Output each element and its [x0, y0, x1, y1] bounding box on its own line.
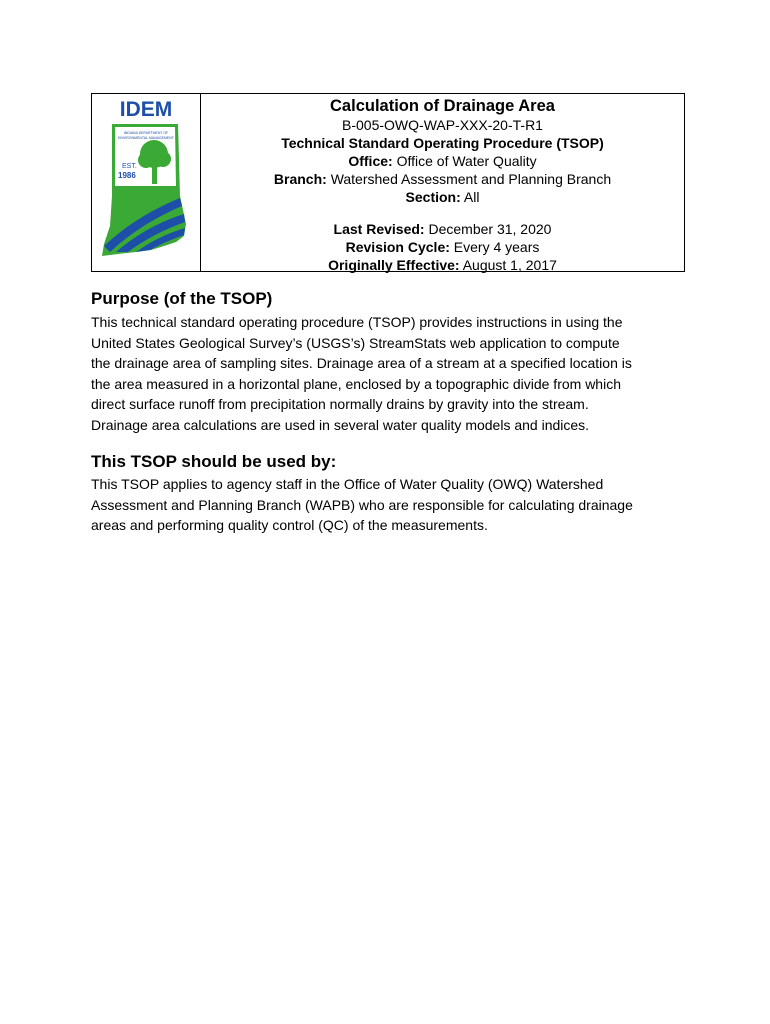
revision-cycle-value: Every 4 years — [453, 239, 540, 255]
section-line — [201, 188, 684, 206]
purpose-line: the drainage area of sampling sites. Drainage area of a stream at a specified location is — [91, 355, 632, 372]
section-value: All — [463, 189, 480, 205]
office-label: Office: — [348, 153, 393, 169]
purpose-heading: Purpose (of the TSOP) — [91, 289, 273, 308]
svg-text:IDEM: IDEM — [119, 98, 173, 121]
purpose-line: This technical standard operating procedure (TSOP) provides instructions in using the — [91, 314, 623, 330]
originally-effective-label: Originally Effective: — [328, 257, 460, 273]
revision-cycle-label: Revision Cycle: — [345, 239, 450, 255]
usage-paragraph — [91, 474, 691, 536]
originally-effective-value: August 1, 2017 — [462, 257, 557, 273]
office-line — [201, 152, 684, 170]
originally-effective-line — [201, 256, 684, 274]
usage-line: This TSOP applies to agency staff in the Office of Water Quality (OWQ) Watershed — [91, 476, 604, 492]
branch-label: Branch: — [273, 171, 327, 187]
usage-line: Assessment and Planning Branch (WAPB) who are responsible for calculating drainage — [91, 496, 633, 513]
svg-text:INDIANA DEPARTMENT OF: INDIANA DEPARTMENT OF — [123, 131, 169, 135]
idem-logo — [96, 96, 196, 271]
document-type: Technical Standard Operating Procedure (TSOP) — [281, 135, 604, 151]
branch-value: Watershed Assessment and Planning Branch — [330, 171, 612, 187]
purpose-line: United States Geological Survey’s (USGS’s) StreamStats web application to compute — [91, 334, 620, 351]
branch-line — [201, 170, 684, 188]
last-revised-label: Last Revised: — [333, 221, 425, 237]
usage-heading: This TSOP should be used by: — [91, 452, 337, 471]
purpose-line: direct surface runoff from precipitation normally drains by gravity into the stream. — [91, 396, 589, 413]
purpose-line: Drainage area calculations are used in several water quality models and indices. — [91, 416, 590, 433]
purpose-paragraph — [91, 312, 691, 436]
last-revised-line — [201, 220, 684, 238]
revision-cycle-line — [201, 238, 684, 256]
section-label: Section: — [405, 189, 461, 205]
usage-line: areas and performing quality control (QC) of the measurements. — [91, 517, 488, 534]
svg-text:1986: 1986 — [118, 171, 136, 180]
last-revised-value: December 31, 2020 — [428, 221, 552, 237]
svg-text:EST.: EST. — [122, 163, 137, 170]
document-info — [201, 94, 684, 271]
svg-text:ENVIRONMENTAL MANAGEMENT: ENVIRONMENTAL MANAGEMENT — [118, 136, 174, 140]
office-value: Office of Water Quality — [396, 153, 537, 169]
document-title: Calculation of Drainage Area — [330, 97, 555, 115]
header-table — [91, 93, 685, 272]
logo-cell — [92, 94, 201, 271]
purpose-line: the area measured in a horizontal plane, enclosed by a topographic divide from which — [91, 375, 621, 392]
document-number: B-005-OWQ-WAP-XXX-20-T-R1 — [342, 117, 543, 133]
